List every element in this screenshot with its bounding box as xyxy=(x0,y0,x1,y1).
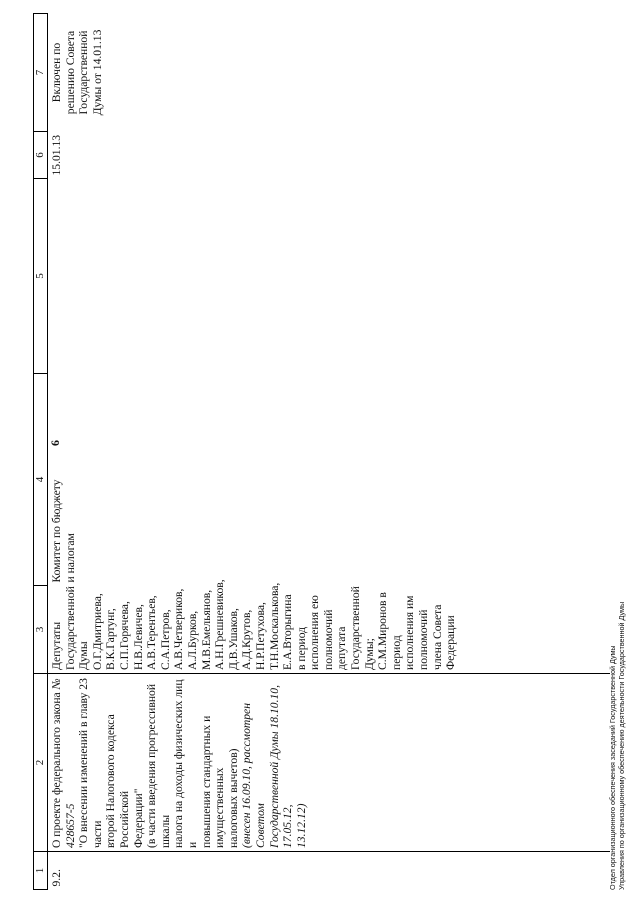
author-line: полномочий xyxy=(417,609,431,670)
date-cell: 15.01.13 xyxy=(50,134,63,176)
committee-line: Комитет по бюджету xyxy=(50,479,63,583)
column-header-1: 1 xyxy=(34,852,48,890)
decision-cell xyxy=(48,14,611,132)
law-note-line: (внесен 16.09.10, рассмотрен Советом xyxy=(240,703,267,848)
author-line: А.Д.Крутов, xyxy=(240,609,254,670)
author-line: период xyxy=(389,635,403,670)
table-row xyxy=(48,14,611,890)
author-line: Н.В.Левичев, xyxy=(131,604,145,670)
author-line: Депутаты xyxy=(50,621,63,670)
law-number: № 428657-5 xyxy=(50,678,77,848)
author-line: О.Г.Дмитриева, xyxy=(90,593,104,670)
column-5-cell xyxy=(48,179,611,374)
footer-line: Управления по организационному обеспечению деятельности Государственной Думы xyxy=(617,601,626,890)
author-line: полномочий xyxy=(321,609,335,670)
law-heading xyxy=(50,677,77,848)
author-line: в период xyxy=(294,626,308,670)
law-prefix: О проекте федерального закона xyxy=(50,689,63,848)
author-line: Думы xyxy=(77,641,91,670)
footer-line: Отдел организационного обеспечения заседаний Государственной Думы xyxy=(608,645,617,890)
author-line: Федерации xyxy=(444,615,458,670)
decision-line: решению Совета xyxy=(63,30,77,115)
law-note-line: 13.12.12) xyxy=(294,803,308,848)
author-line: А.Н.Грешневиков, xyxy=(213,579,227,670)
committee-line: и налогам xyxy=(63,533,77,583)
column-header-5: 5 xyxy=(34,179,48,374)
column-header-4: 4 xyxy=(34,374,48,586)
page-number: 6 xyxy=(48,440,62,446)
author-line: Н.Р.Петухова, xyxy=(253,602,267,670)
law-title-line: второй Налогового кодекса Российской xyxy=(104,714,131,848)
author-line: В.К.Гартунг, xyxy=(104,608,118,670)
decision-line: Государственной xyxy=(77,30,91,115)
author-line: члена Совета xyxy=(430,604,444,670)
column-header-6: 6 xyxy=(34,132,48,179)
author-line: А.В.Четвериков, xyxy=(172,588,186,670)
author-line: С.А.Петров, xyxy=(158,609,172,670)
committee-cell xyxy=(48,374,611,586)
law-title-line: налога на доходы физических лиц и xyxy=(172,679,199,848)
decision-line: Думы от 14.01.13 xyxy=(90,29,104,116)
law-title-line: "О внесении изменений в главу 23 части xyxy=(77,678,104,848)
author-line: Государственной xyxy=(63,586,77,670)
column-header-row xyxy=(34,14,48,890)
author-line: С.М.Миронов в xyxy=(376,592,390,670)
author-line: исполнения им xyxy=(403,595,417,670)
author-line: исполнения ею xyxy=(308,595,322,670)
author-line: депутата xyxy=(335,626,349,670)
column-header-3: 3 xyxy=(34,586,48,674)
law-title-line: повышения стандартных и имущественных xyxy=(199,715,227,848)
author-line: Государственной xyxy=(349,586,363,670)
law-note-line: Государственной Думы 18.10.10, 17.05.12, xyxy=(267,685,295,848)
item-number: 9.2. xyxy=(48,852,611,890)
footer xyxy=(608,602,626,890)
author-line: Д.В.Ушаков, xyxy=(226,608,240,670)
agenda-table xyxy=(33,13,610,890)
decision-line: Включен по xyxy=(50,42,63,103)
author-line: Е.А.Вторыгина xyxy=(281,594,295,670)
authors-cell xyxy=(48,579,611,674)
author-line: С.П.Горячева, xyxy=(117,601,131,670)
author-line: Думы; xyxy=(362,638,376,670)
law-title-line: Федерации" xyxy=(131,788,145,848)
author-line: Т.Н.Москалькова, xyxy=(267,582,281,670)
column-header-7: 7 xyxy=(34,14,48,132)
law-description xyxy=(48,674,611,852)
author-line: М.В.Емельянов, xyxy=(199,589,213,670)
author-line: А.В.Терентьев, xyxy=(145,595,159,670)
law-title-line: (в части введения прогрессивной шкалы xyxy=(145,683,172,848)
law-title-line: налоговых вычетов) xyxy=(226,748,240,848)
column-header-2: 2 xyxy=(34,674,48,852)
author-line: А.Л.Бурков, xyxy=(185,610,199,670)
